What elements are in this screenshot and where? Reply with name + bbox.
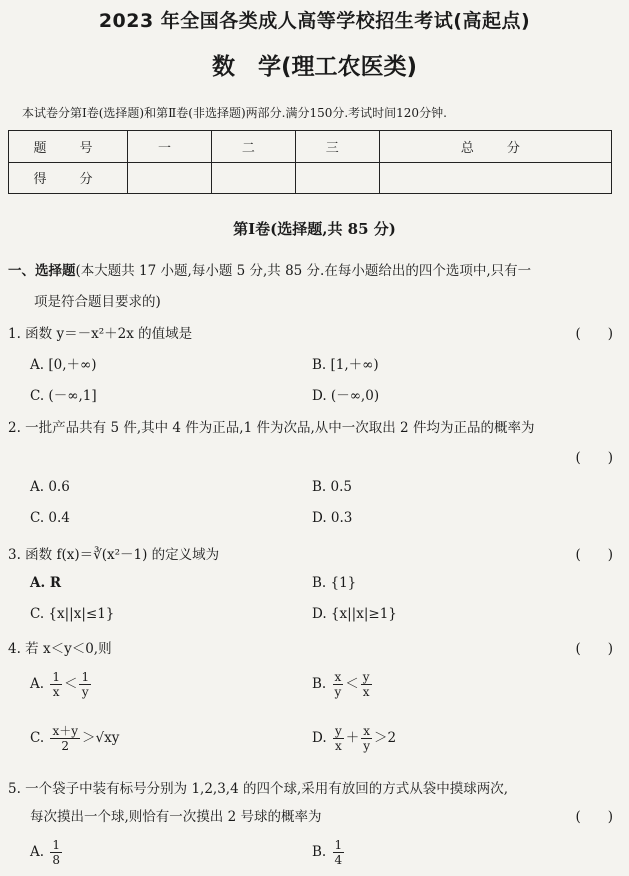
q4-option-c: [30, 724, 119, 753]
subject-title: 数 学(理工农医类): [211, 54, 418, 80]
q1-option-b: B. [1,＋∞): [312, 357, 379, 373]
part-one-title: 第Ⅰ卷(选择题,共 85 分): [233, 220, 396, 238]
q2-option-a: A. 0.6: [30, 479, 70, 495]
option-label: D.: [312, 730, 327, 746]
fraction: [333, 670, 344, 699]
score-cell: 得 分: [9, 162, 128, 194]
score-cell: 三: [295, 131, 379, 163]
question-3-stem: 3. 函数 f(x)＝∛(x²－1) 的定义域为: [8, 547, 220, 563]
denominator: y: [363, 739, 370, 753]
numerator: x: [363, 724, 370, 738]
q5-option-b: [312, 838, 346, 867]
question-1-stem: 1. 函数 y＝－x²＋2x 的值域是: [8, 326, 193, 342]
score-table: [8, 130, 612, 194]
fraction: [333, 724, 344, 753]
numerator: y: [362, 670, 370, 684]
q2-option-d: D. 0.3: [312, 510, 353, 526]
denominator: x: [52, 685, 60, 699]
fraction: [50, 670, 62, 699]
q3-option-a: A. R: [30, 575, 62, 591]
numerator: 1: [334, 838, 343, 852]
section-instructions: [8, 259, 531, 279]
denominator: y: [81, 685, 89, 699]
numerator: 1: [81, 670, 90, 684]
numerator: x: [334, 670, 342, 684]
denominator: 2: [61, 739, 70, 753]
question-5-stem-line1: 5. 一个袋子中装有标号分别为 1,2,3,4 的四个球,采用有放回的方式从袋中摸球两次,: [8, 781, 509, 797]
q1-option-d: D. (－∞,0): [312, 388, 380, 404]
q5-option-a: [30, 838, 64, 867]
comparison: ＞2: [374, 730, 397, 746]
numerator: y: [334, 724, 342, 738]
denominator: x: [362, 685, 370, 699]
denominator: y: [334, 685, 342, 699]
q1-option-a: A. [0,＋∞): [30, 357, 97, 373]
option-label: B.: [312, 676, 327, 692]
option-label: C.: [30, 730, 45, 746]
section-heading: 一、选择题: [8, 263, 76, 279]
q3-option-c: C. {x||x|≤1}: [30, 606, 115, 622]
question-2-stem: 2. 一批产品共有 5 件,其中 4 件为正品,1 件为次品,从中一次取出 2 件均为正品的概率为: [8, 420, 535, 436]
denominator: x: [334, 739, 342, 753]
score-cell: 二: [211, 131, 295, 163]
numerator: 1: [52, 838, 60, 852]
q4-option-b: [312, 670, 374, 699]
score-cell: 总 分: [379, 131, 611, 163]
fraction: [79, 670, 91, 699]
q1-option-c: C. (－∞,1]: [30, 388, 97, 404]
q3-option-d: D. {x||x|≥1}: [312, 606, 397, 622]
answer-blank[interactable]: ( ): [575, 547, 613, 563]
fraction: [361, 670, 372, 699]
score-entry-cell[interactable]: [211, 162, 295, 194]
operator: ＜: [345, 676, 359, 692]
denominator: 4: [334, 853, 343, 867]
score-cell: 题 号: [9, 131, 128, 163]
score-table-header-row: [9, 131, 612, 163]
q2-option-b: B. 0.5: [312, 479, 352, 495]
answer-blank[interactable]: ( ): [575, 809, 613, 825]
answer-blank[interactable]: ( ): [575, 326, 613, 342]
numerator: x＋y: [52, 724, 78, 738]
score-entry-cell[interactable]: [379, 162, 611, 194]
fraction: [333, 838, 345, 867]
denominator: 8: [52, 853, 60, 867]
q3-option-b: B. {1}: [312, 575, 357, 591]
option-label: A.: [30, 844, 45, 860]
answer-blank[interactable]: ( ): [575, 641, 613, 657]
section-desc-line1: (本大题共 17 小题,每小题 5 分,共 85 分.在每小题给出的四个选项中,只有一: [75, 263, 532, 279]
question-4-stem: 4. 若 x＜y＜0,则: [8, 641, 112, 657]
q4-option-d: [312, 724, 396, 753]
operator: ＋: [345, 730, 360, 746]
operator: ＜: [63, 676, 78, 692]
q4-option-a: [30, 670, 93, 699]
score-entry-cell[interactable]: [128, 162, 212, 194]
fraction: [361, 724, 372, 753]
question-5-stem-line2: 每次摸出一个球,则恰有一次摸出 2 号球的概率为: [30, 809, 322, 825]
section-desc-line2: 项是符合题目要求的): [34, 294, 161, 310]
exam-instructions: 本试卷分第Ⅰ卷(选择题)和第Ⅱ卷(非选择题)两部分.满分150分.考试时间120分钟.: [22, 106, 447, 120]
fraction: [50, 838, 62, 867]
score-entry-cell[interactable]: [295, 162, 379, 194]
option-label: B.: [312, 844, 327, 860]
fraction: [50, 724, 80, 753]
option-label: A.: [30, 676, 45, 692]
answer-blank[interactable]: ( ): [575, 450, 613, 466]
comparison: ＞√xy: [82, 730, 120, 746]
score-table-score-row: [9, 162, 612, 194]
q2-option-c: C. 0.4: [30, 510, 70, 526]
numerator: 1: [52, 670, 60, 684]
exam-title: 2023 年全国各类成人高等学校招生考试(高起点): [98, 10, 531, 32]
score-cell: 一: [128, 131, 212, 163]
